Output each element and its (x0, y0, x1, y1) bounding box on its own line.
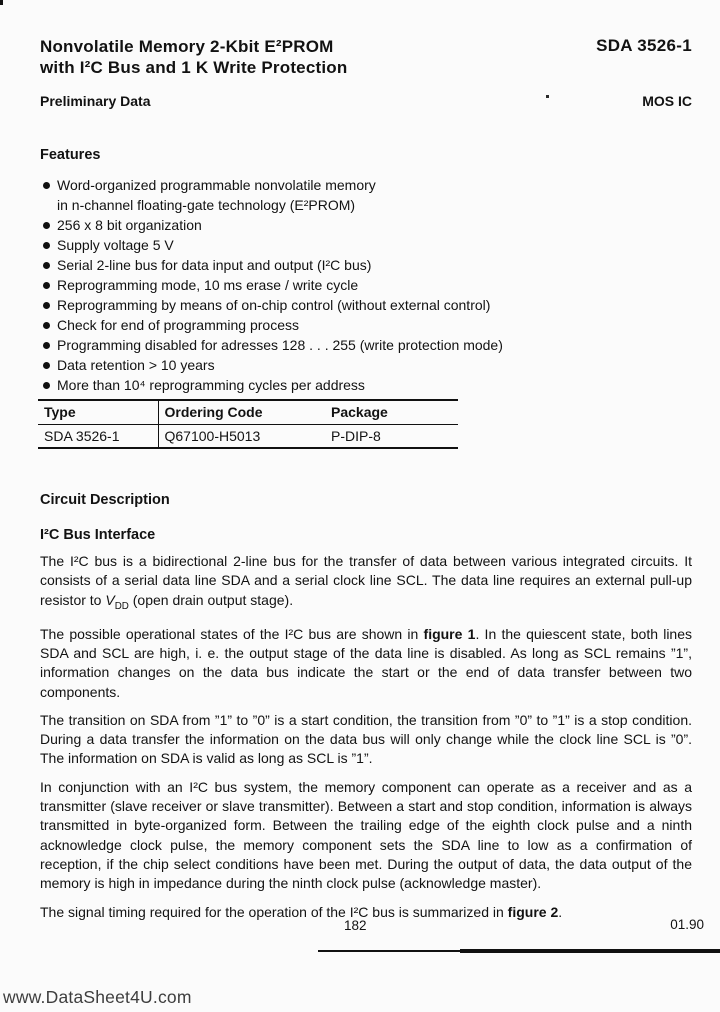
page-number: 182 (344, 918, 367, 933)
feature-text: Serial 2-line bus for data input and output (I²C bus) (57, 257, 372, 273)
bullet-icon (40, 355, 57, 375)
feature-text: Programming disabled for adresses 128 . . . 255 (write protection mode) (57, 337, 503, 353)
bullet-icon (40, 235, 57, 255)
feature-item (40, 275, 692, 295)
features-heading: Features (40, 147, 101, 163)
feature-item (40, 335, 692, 355)
bullet-icon (40, 215, 57, 235)
bullet-icon (40, 175, 57, 215)
table-header-row (38, 400, 458, 424)
bullet-icon (40, 335, 57, 355)
i2c-bus-interface-heading: I²C Bus Interface (40, 527, 156, 543)
feature-item (40, 235, 692, 255)
feature-item (40, 295, 692, 315)
table-row (38, 424, 458, 448)
bullet-icon (40, 275, 57, 295)
feature-item (40, 315, 692, 335)
paragraph: The I²C bus is a bidirectional 2-line bus for the transfer of data between various integrated circuits. It consists of a serial data line SDA and a serial clock line SCL. The data line requires an external pull-up resistor to $V_{DD}$ (open drain output stage). (40, 553, 692, 612)
cell-ordering-code: Q67100-H5013 (164, 427, 261, 444)
paragraph: The possible operational states of the I²C bus are shown in figure 1. In the quiescent state, both lines SDA and SCL are high, i. e. the output stage of the data line is disabled. As long as SCL remains ”1”, information changes on the data bus indicate the start or the end of data transfer between two components. (40, 625, 693, 700)
feature-text: Word-organized programmable nonvolatile memory (57, 177, 376, 193)
circuit-description-heading: Circuit Description (40, 492, 170, 508)
feature-text: 256 x 8 bit organization (57, 217, 202, 233)
ordering-table (38, 399, 458, 449)
paragraph: The signal timing required for the operation of the I²C bus is summarized in figure 2. (40, 903, 563, 920)
features-list (40, 175, 692, 395)
column-header-package: Package (325, 400, 458, 424)
date-code: 01.90 (670, 917, 704, 932)
footer-rule-thin (318, 950, 462, 952)
part-number: SDA 3526-1 (596, 36, 692, 55)
feature-text: Supply voltage 5 V (57, 237, 174, 253)
feature-item (40, 255, 692, 275)
feature-text: Reprogramming by means of on-chip control (without external control) (57, 297, 491, 313)
paragraph: In conjunction with an I²C bus system, the memory component can operate as a receiver and as a transmitter (slave receiver or slave transmitter). Between a start and stop condition, information is always transmitted in byte-organized form. Between the trailing edge of the eighth clock pulse and a ninth acknowledge clock pulse, the memory component sets the SDA line to low as a confirmation of reception, if the chip select conditions have been met. During the output of data, the data output of the memory is high in impedance during the ninth clock pulse (acknowledge master). (40, 778, 692, 892)
bullet-icon (40, 315, 57, 335)
feature-text: Data retention > 10 years (57, 357, 215, 373)
features-section (40, 147, 692, 395)
circuit-description-section (40, 492, 692, 931)
bullet-icon (40, 255, 57, 275)
footer-rule-thick (460, 949, 720, 953)
paragraph: The transition on SDA from ”1” to ”0” is a start condition, the transition from ”0” to ”1” is a stop condition. During a data transfer the information on the data bus will only change while the clock line SCL is ”0”. The information on SDA is valid as long as SCL is ”1”. (40, 711, 692, 767)
document-status-label: Preliminary Data (40, 93, 151, 109)
feature-item (40, 175, 692, 215)
scan-artifact-mark (0, 0, 3, 5)
feature-text: More than 10⁴ reprogramming cycles per address (57, 377, 365, 393)
feature-item (40, 215, 692, 235)
column-header-ordering-code: Ordering Code (158, 400, 325, 424)
page-header (40, 36, 692, 109)
title-line-1: Nonvolatile Memory 2-Kbit E²PROM (40, 37, 334, 56)
feature-text: Reprogramming mode, 10 ms erase / write cycle (57, 277, 359, 293)
feature-text-wrap: in n-channel floating-gate technology (E²PROM) (57, 197, 356, 213)
feature-item (40, 375, 692, 395)
feature-item (40, 355, 692, 375)
title-line-2: with I²C Bus and 1 K Write Protection (40, 58, 348, 77)
column-header-type: Type (38, 400, 158, 424)
cell-package: P-DIP-8 (331, 427, 381, 444)
page-title (40, 36, 347, 78)
bullet-icon (40, 375, 57, 395)
bullet-icon (40, 295, 57, 315)
watermark-text: www.DataSheet4U.com (3, 987, 192, 1007)
technology-label: MOS IC (642, 93, 692, 109)
cell-type: SDA 3526-1 (38, 424, 158, 448)
feature-text: Check for end of programming process (57, 317, 299, 333)
